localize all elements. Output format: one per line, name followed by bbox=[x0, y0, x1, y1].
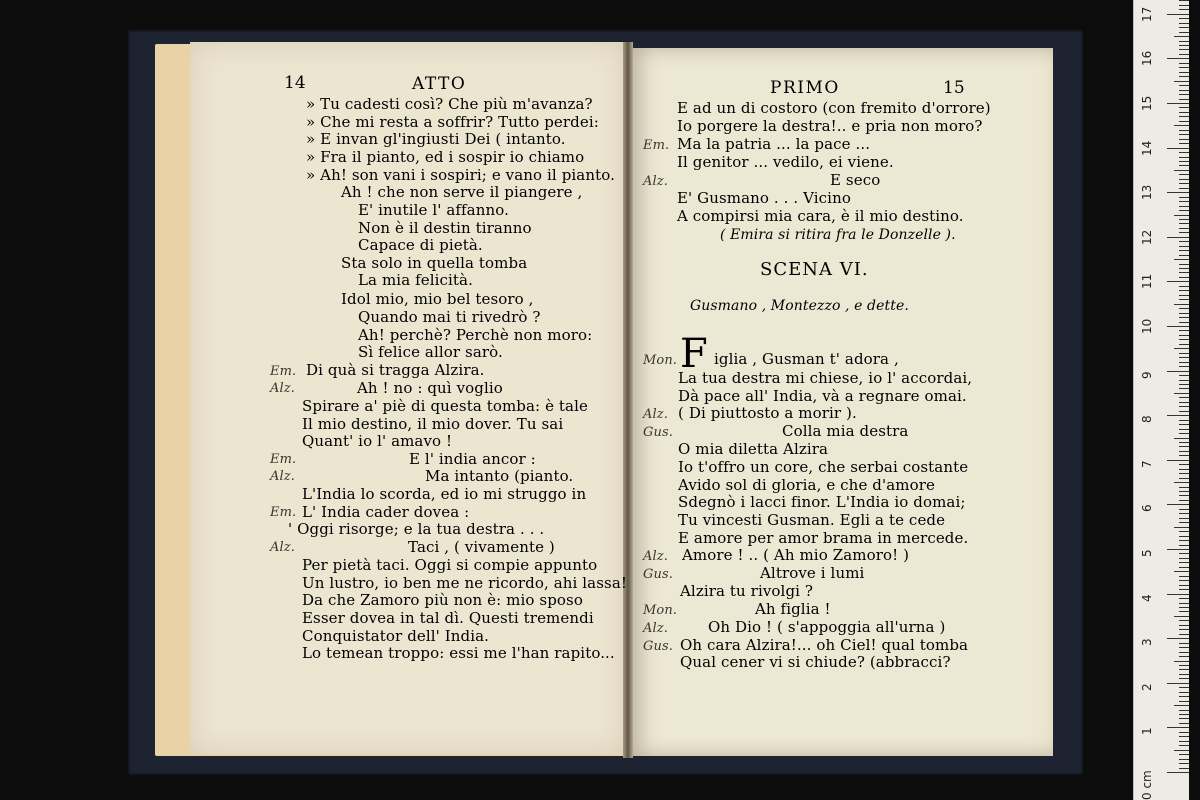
ruler-tick bbox=[1179, 23, 1189, 24]
ruler-tick bbox=[1179, 232, 1189, 233]
text-line: E l' india ancor : bbox=[409, 450, 536, 468]
ruler-tick bbox=[1179, 72, 1189, 73]
speaker-label: Gus. bbox=[643, 639, 673, 654]
ruler-tick bbox=[1179, 223, 1189, 224]
ruler-tick bbox=[1167, 460, 1189, 461]
ruler-tick bbox=[1179, 206, 1189, 207]
text-line: » Tu cadesti così? Che più m'avanza? bbox=[306, 95, 593, 113]
text-line: » Fra il pianto, ed i sospir io chiamo bbox=[306, 148, 585, 166]
ruler-label: 9 bbox=[1140, 370, 1154, 379]
ruler-tick bbox=[1179, 143, 1189, 144]
ruler-tick bbox=[1179, 9, 1189, 10]
ruler-tick bbox=[1179, 451, 1189, 452]
ruler-tick bbox=[1179, 634, 1189, 635]
ruler-tick bbox=[1174, 259, 1189, 260]
ruler-tick bbox=[1179, 90, 1189, 91]
ruler-tick bbox=[1179, 585, 1189, 586]
ruler-tick bbox=[1179, 45, 1189, 46]
ruler-tick bbox=[1179, 264, 1189, 265]
text-line: Oh Dio ! ( s'appoggia all'urna ) bbox=[708, 618, 946, 636]
ruler-tick bbox=[1179, 375, 1189, 376]
ruler-tick bbox=[1179, 344, 1189, 345]
ruler-tick bbox=[1179, 5, 1189, 6]
speaker-label: Mon. bbox=[643, 353, 678, 368]
ruler-tick bbox=[1179, 157, 1189, 158]
ruler-tick bbox=[1179, 134, 1189, 135]
ruler-tick bbox=[1179, 76, 1189, 77]
text-line: Ah figlia ! bbox=[755, 600, 831, 618]
ruler-tick bbox=[1174, 170, 1189, 171]
ruler-label: 14 bbox=[1140, 140, 1154, 156]
ruler-tick bbox=[1179, 589, 1189, 590]
ruler-tick bbox=[1179, 545, 1189, 546]
ruler-tick bbox=[1179, 625, 1189, 626]
ruler-tick bbox=[1179, 665, 1189, 666]
ruler-tick bbox=[1179, 768, 1189, 769]
ruler-tick bbox=[1179, 339, 1189, 340]
ruler-tick bbox=[1179, 246, 1189, 247]
ruler-tick bbox=[1179, 652, 1189, 653]
ruler-tick bbox=[1179, 139, 1189, 140]
text-line: Tu vincesti Gusman. Egli a te cede bbox=[678, 511, 946, 529]
text-line: Avido sol di gloria, e che d'amore bbox=[678, 476, 935, 494]
ruler-tick bbox=[1179, 250, 1189, 251]
text-line: Ah! perchè? Perchè non moro: bbox=[358, 326, 593, 344]
ruler-tick bbox=[1179, 424, 1189, 425]
ruler-tick bbox=[1179, 130, 1189, 131]
text-line: Alzira tu rivolgi ? bbox=[680, 582, 814, 600]
text-line: Colla mia destra bbox=[782, 422, 909, 440]
text-line: » Ah! son vani i sospiri; e vano il pianto. bbox=[306, 166, 615, 184]
text-line: Idol mio, mio bel tesoro , bbox=[341, 290, 534, 308]
ruler-label: 12 bbox=[1140, 229, 1154, 245]
ruler-tick bbox=[1179, 429, 1189, 430]
ruler-tick bbox=[1179, 197, 1189, 198]
ruler-tick bbox=[1179, 558, 1189, 559]
ruler-tick bbox=[1179, 99, 1189, 100]
ruler-tick bbox=[1167, 58, 1189, 59]
ruler-tick bbox=[1179, 647, 1189, 648]
ruler-tick bbox=[1167, 14, 1189, 15]
text-line: » Che mi resta a soffrir? Tutto perdei: bbox=[306, 113, 599, 131]
ruler-tick bbox=[1179, 277, 1189, 278]
ruler-tick bbox=[1167, 192, 1189, 193]
ruler-tick bbox=[1179, 330, 1189, 331]
ruler-tick bbox=[1179, 54, 1189, 55]
speaker-label: Em. bbox=[643, 138, 670, 153]
ruler-tick bbox=[1179, 357, 1189, 358]
ruler-tick bbox=[1179, 0, 1189, 1]
text-line: ' Oggi risorge; e la tua destra . . . bbox=[288, 520, 545, 538]
ruler-tick bbox=[1179, 678, 1189, 679]
ruler-tick bbox=[1179, 732, 1189, 733]
ruler-tick bbox=[1179, 384, 1189, 385]
ruler-tick bbox=[1179, 317, 1189, 318]
drop-capital: F bbox=[680, 331, 708, 377]
ruler-tick bbox=[1179, 442, 1189, 443]
running-head-right: PRIMO bbox=[770, 78, 840, 98]
text-line: Quando mai ti rivedrò ? bbox=[358, 308, 541, 326]
text-line: Sdegnò i lacci finor. L'India io domai; bbox=[678, 493, 966, 511]
ruler-tick bbox=[1179, 85, 1189, 86]
ruler-tick bbox=[1179, 201, 1189, 202]
ruler-tick bbox=[1179, 509, 1189, 510]
ruler-tick bbox=[1174, 125, 1189, 126]
ruler-tick bbox=[1167, 504, 1189, 505]
text-line: E ad un di costoro (con fremito d'orrore) bbox=[677, 99, 991, 117]
measuring-ruler bbox=[1133, 0, 1189, 800]
ruler-tick bbox=[1174, 438, 1189, 439]
ruler-tick bbox=[1179, 366, 1189, 367]
text-line: A compirsi mia cara, è il mio destino. bbox=[677, 207, 964, 225]
ruler-label: 5 bbox=[1140, 549, 1154, 557]
ruler-tick bbox=[1179, 295, 1189, 296]
ruler-tick bbox=[1179, 759, 1189, 760]
text-line: Il genitor ... vedilo, ei viene. bbox=[677, 153, 894, 171]
ruler-tick bbox=[1167, 103, 1189, 104]
ruler-tick bbox=[1179, 188, 1189, 189]
ruler-tick bbox=[1167, 772, 1189, 773]
ruler-tick bbox=[1167, 638, 1189, 639]
ruler-tick bbox=[1167, 371, 1189, 372]
ruler-label: 7 bbox=[1140, 460, 1154, 468]
ruler-tick bbox=[1167, 326, 1189, 327]
ruler-tick bbox=[1179, 335, 1189, 336]
ruler-tick bbox=[1179, 754, 1189, 755]
ruler-label: 1 bbox=[1140, 727, 1154, 736]
ruler-tick bbox=[1174, 81, 1189, 82]
ruler-tick bbox=[1179, 41, 1189, 42]
ruler-tick bbox=[1179, 299, 1189, 300]
ruler-tick bbox=[1179, 513, 1189, 514]
ruler-tick bbox=[1179, 411, 1189, 412]
ruler-tick bbox=[1179, 241, 1189, 242]
ruler-tick bbox=[1179, 161, 1189, 162]
ruler-tick bbox=[1179, 210, 1189, 211]
ruler-label: 17 bbox=[1140, 6, 1154, 22]
ruler-tick bbox=[1174, 705, 1189, 706]
stage-direction: ( Emira si ritira fra le Donzelle ). bbox=[720, 227, 956, 243]
ruler-tick bbox=[1174, 527, 1189, 528]
ruler-label: 8 bbox=[1140, 415, 1154, 424]
speaker-label: Alz. bbox=[643, 174, 668, 189]
ruler-tick bbox=[1179, 540, 1189, 541]
ruler-tick bbox=[1179, 397, 1189, 398]
ruler-tick bbox=[1174, 482, 1189, 483]
text-line: Io t'offro un core, che serbai costante bbox=[678, 458, 969, 476]
speaker-label: Gus. bbox=[643, 425, 673, 440]
ruler-tick bbox=[1179, 32, 1189, 33]
text-line: Lo temean troppo: essi me l'han rapito... bbox=[302, 644, 615, 662]
ruler-tick bbox=[1174, 348, 1189, 349]
ruler-tick bbox=[1167, 727, 1189, 728]
ruler-tick bbox=[1179, 763, 1189, 764]
text-line: ( Di piuttosto a morir ). bbox=[678, 404, 857, 422]
ruler-tick bbox=[1179, 362, 1189, 363]
text-line: E' inutile l' affanno. bbox=[358, 201, 509, 219]
text-line: Sì felice allor sarò. bbox=[358, 343, 503, 361]
text-line: Conquistator dell' India. bbox=[302, 627, 490, 645]
text-line: Non è il destin tiranno bbox=[358, 219, 532, 237]
cast-list: Gusmano , Montezzo , e dette. bbox=[690, 298, 909, 314]
ruler-tick bbox=[1179, 183, 1189, 184]
ruler-tick bbox=[1179, 674, 1189, 675]
page-number-left: 14 bbox=[284, 73, 306, 93]
speaker-label: Alz. bbox=[270, 469, 295, 484]
ruler-tick bbox=[1179, 433, 1189, 434]
ruler-tick bbox=[1179, 745, 1189, 746]
text-line: Altrove i lumi bbox=[760, 564, 865, 582]
ruler-tick bbox=[1167, 237, 1189, 238]
ruler-tick bbox=[1179, 446, 1189, 447]
text-line: iglia , Gusman t' adora , bbox=[714, 350, 899, 368]
ruler-label: 3 bbox=[1140, 638, 1154, 647]
ruler-label: 4 bbox=[1140, 593, 1154, 602]
ruler-label: 2 bbox=[1140, 683, 1154, 691]
ruler-tick bbox=[1179, 406, 1189, 407]
ruler-tick bbox=[1179, 562, 1189, 563]
ruler-tick bbox=[1179, 420, 1189, 421]
text-line: L'India lo scorda, ed io mi struggo in bbox=[302, 485, 587, 503]
speaker-label: Alz. bbox=[270, 540, 295, 555]
ruler-tick bbox=[1179, 620, 1189, 621]
ruler-tick bbox=[1174, 36, 1189, 37]
ruler-tick bbox=[1179, 313, 1189, 314]
speaker-label: Em. bbox=[270, 364, 297, 379]
ruler-tick bbox=[1179, 112, 1189, 113]
ruler-tick bbox=[1174, 616, 1189, 617]
text-line: Ma la patria ... la pace ... bbox=[677, 135, 871, 153]
ruler-tick bbox=[1179, 388, 1189, 389]
text-line: Spirare a' piè di questa tomba: è tale bbox=[302, 397, 588, 415]
text-line: Di quà si tragga Alzira. bbox=[306, 361, 485, 379]
ruler-label: 15 bbox=[1140, 95, 1154, 111]
text-line: E amore per amor brama in mercede. bbox=[678, 529, 969, 547]
ruler-tick bbox=[1174, 750, 1189, 751]
ruler-tick bbox=[1179, 121, 1189, 122]
ruler-tick bbox=[1179, 607, 1189, 608]
ruler-tick bbox=[1179, 576, 1189, 577]
ruler-tick bbox=[1179, 536, 1189, 537]
ruler-tick bbox=[1179, 669, 1189, 670]
text-line: Dà pace all' India, và a regnare omai. bbox=[678, 387, 967, 405]
ruler-tick bbox=[1179, 464, 1189, 465]
ruler-tick bbox=[1179, 522, 1189, 523]
ruler-tick bbox=[1179, 107, 1189, 108]
ruler-tick bbox=[1167, 281, 1189, 282]
ruler-tick bbox=[1179, 723, 1189, 724]
ruler-tick bbox=[1179, 49, 1189, 50]
running-head-left: ATTO bbox=[412, 74, 467, 94]
ruler-tick bbox=[1179, 567, 1189, 568]
speaker-label: Gus. bbox=[643, 567, 673, 582]
text-line: La tua destra mi chiese, io l' accordai, bbox=[678, 369, 973, 387]
ruler-tick bbox=[1167, 415, 1189, 416]
ruler-tick bbox=[1179, 18, 1189, 19]
ruler-label: 13 bbox=[1140, 184, 1154, 201]
speaker-label: Alz. bbox=[643, 621, 668, 636]
ruler-tick bbox=[1179, 629, 1189, 630]
text-line: E' Gusmano . . . Vicino bbox=[677, 189, 851, 207]
page-number-right: 15 bbox=[943, 78, 965, 98]
text-line: O mia diletta Alzira bbox=[678, 440, 829, 458]
ruler-tick bbox=[1179, 603, 1189, 604]
ruler-tick bbox=[1179, 67, 1189, 68]
ruler-tick bbox=[1174, 304, 1189, 305]
ruler-tick bbox=[1179, 718, 1189, 719]
ruler-tick bbox=[1179, 179, 1189, 180]
ruler-tick bbox=[1179, 272, 1189, 273]
ruler-tick bbox=[1179, 611, 1189, 612]
ruler-tick bbox=[1179, 692, 1189, 693]
ruler-tick bbox=[1179, 736, 1189, 737]
ruler-tick bbox=[1179, 741, 1189, 742]
ruler-tick bbox=[1179, 380, 1189, 381]
ruler-tick bbox=[1179, 268, 1189, 269]
speaker-label: Em. bbox=[270, 452, 297, 467]
text-line: La mia felicità. bbox=[358, 271, 473, 289]
text-line: Un lustro, io ben me ne ricordo, ahi lassa! bbox=[302, 574, 627, 592]
text-line: Il mio destino, il mio dover. Tu sai bbox=[302, 415, 564, 433]
text-line: Capace di pietà. bbox=[358, 236, 483, 254]
ruler-tick bbox=[1179, 353, 1189, 354]
text-line: Oh cara Alzira!... oh Ciel! qual tomba bbox=[680, 636, 969, 654]
ruler-tick bbox=[1179, 165, 1189, 166]
ruler-tick bbox=[1179, 696, 1189, 697]
text-line: E seco bbox=[830, 171, 881, 189]
ruler-tick bbox=[1174, 571, 1189, 572]
ruler-tick bbox=[1179, 27, 1189, 28]
ruler-tick bbox=[1179, 152, 1189, 153]
ruler-label: 11 bbox=[1140, 274, 1154, 290]
ruler-tick bbox=[1179, 553, 1189, 554]
text-line: Taci , ( vivamente ) bbox=[408, 538, 555, 556]
ruler-tick bbox=[1167, 683, 1189, 684]
speaker-label: Alz. bbox=[643, 549, 668, 564]
ruler-tick bbox=[1179, 473, 1189, 474]
speaker-label: Mon. bbox=[643, 603, 678, 618]
ruler-tick bbox=[1179, 255, 1189, 256]
ruler-tick bbox=[1179, 580, 1189, 581]
ruler-tick bbox=[1179, 687, 1189, 688]
ruler-tick bbox=[1167, 148, 1189, 149]
ruler-tick bbox=[1179, 63, 1189, 64]
ruler-tick bbox=[1167, 594, 1189, 595]
ruler-tick bbox=[1179, 643, 1189, 644]
text-line: » E invan gl'ingiusti Dei ( intanto. bbox=[306, 130, 566, 148]
ruler-tick bbox=[1179, 219, 1189, 220]
ruler-tick bbox=[1179, 701, 1189, 702]
ruler-tick bbox=[1179, 500, 1189, 501]
ruler-tick bbox=[1179, 174, 1189, 175]
speaker-label: Alz. bbox=[643, 407, 668, 422]
ruler-tick bbox=[1174, 661, 1189, 662]
ruler-tick bbox=[1179, 308, 1189, 309]
text-line: Ah ! che non serve il piangere , bbox=[341, 183, 583, 201]
ruler-tick bbox=[1179, 478, 1189, 479]
text-line: Quant' io l' amavo ! bbox=[302, 432, 453, 450]
ruler-tick bbox=[1179, 455, 1189, 456]
ruler-tick bbox=[1179, 286, 1189, 287]
ruler-tick bbox=[1179, 487, 1189, 488]
text-line: Da che Zamoro più non è: mio sposo bbox=[302, 591, 583, 609]
ruler-label: 16 bbox=[1140, 51, 1154, 67]
ruler-tick bbox=[1179, 495, 1189, 496]
ruler-tick bbox=[1167, 549, 1189, 550]
text-line: Ma intanto (pianto. bbox=[425, 467, 574, 485]
ruler-tick bbox=[1179, 531, 1189, 532]
speaker-label: Em. bbox=[270, 505, 297, 520]
text-line: Ah ! no : quì voglio bbox=[357, 379, 503, 397]
speaker-label: Alz. bbox=[270, 381, 295, 396]
ruler-tick bbox=[1179, 228, 1189, 229]
ruler-tick bbox=[1179, 710, 1189, 711]
ruler-tick bbox=[1179, 656, 1189, 657]
text-line: Qual cener vi si chiude? (abbracci? bbox=[680, 653, 951, 671]
ruler-tick bbox=[1179, 116, 1189, 117]
ruler-tick bbox=[1179, 491, 1189, 492]
ruler-label: 10 bbox=[1140, 318, 1154, 334]
text-line: Sta solo in quella tomba bbox=[341, 254, 528, 272]
ruler-tick bbox=[1179, 598, 1189, 599]
ruler-label: 6 bbox=[1140, 504, 1154, 513]
scene-heading: SCENA VI. bbox=[760, 259, 869, 280]
text-line: Esser dovea in tal dì. Questi tremendi bbox=[302, 609, 594, 627]
text-line: Per pietà taci. Oggi si compie appunto bbox=[302, 556, 598, 574]
book-gutter bbox=[623, 42, 633, 758]
text-line: Io porgere la destra!.. e pria non moro? bbox=[677, 117, 983, 135]
ruler-tick bbox=[1179, 94, 1189, 95]
ruler-tick bbox=[1179, 290, 1189, 291]
ruler-tick bbox=[1174, 215, 1189, 216]
text-line: Amore ! .. ( Ah mio Zamoro! ) bbox=[682, 546, 910, 564]
text-line: L' India cader dovea : bbox=[302, 503, 470, 521]
ruler-tick bbox=[1179, 322, 1189, 323]
ruler-tick bbox=[1174, 393, 1189, 394]
ruler-tick bbox=[1179, 518, 1189, 519]
ruler-tick bbox=[1179, 714, 1189, 715]
ruler-tick bbox=[1179, 469, 1189, 470]
ruler-label: 0 cm bbox=[1140, 770, 1154, 800]
ruler-tick bbox=[1179, 402, 1189, 403]
